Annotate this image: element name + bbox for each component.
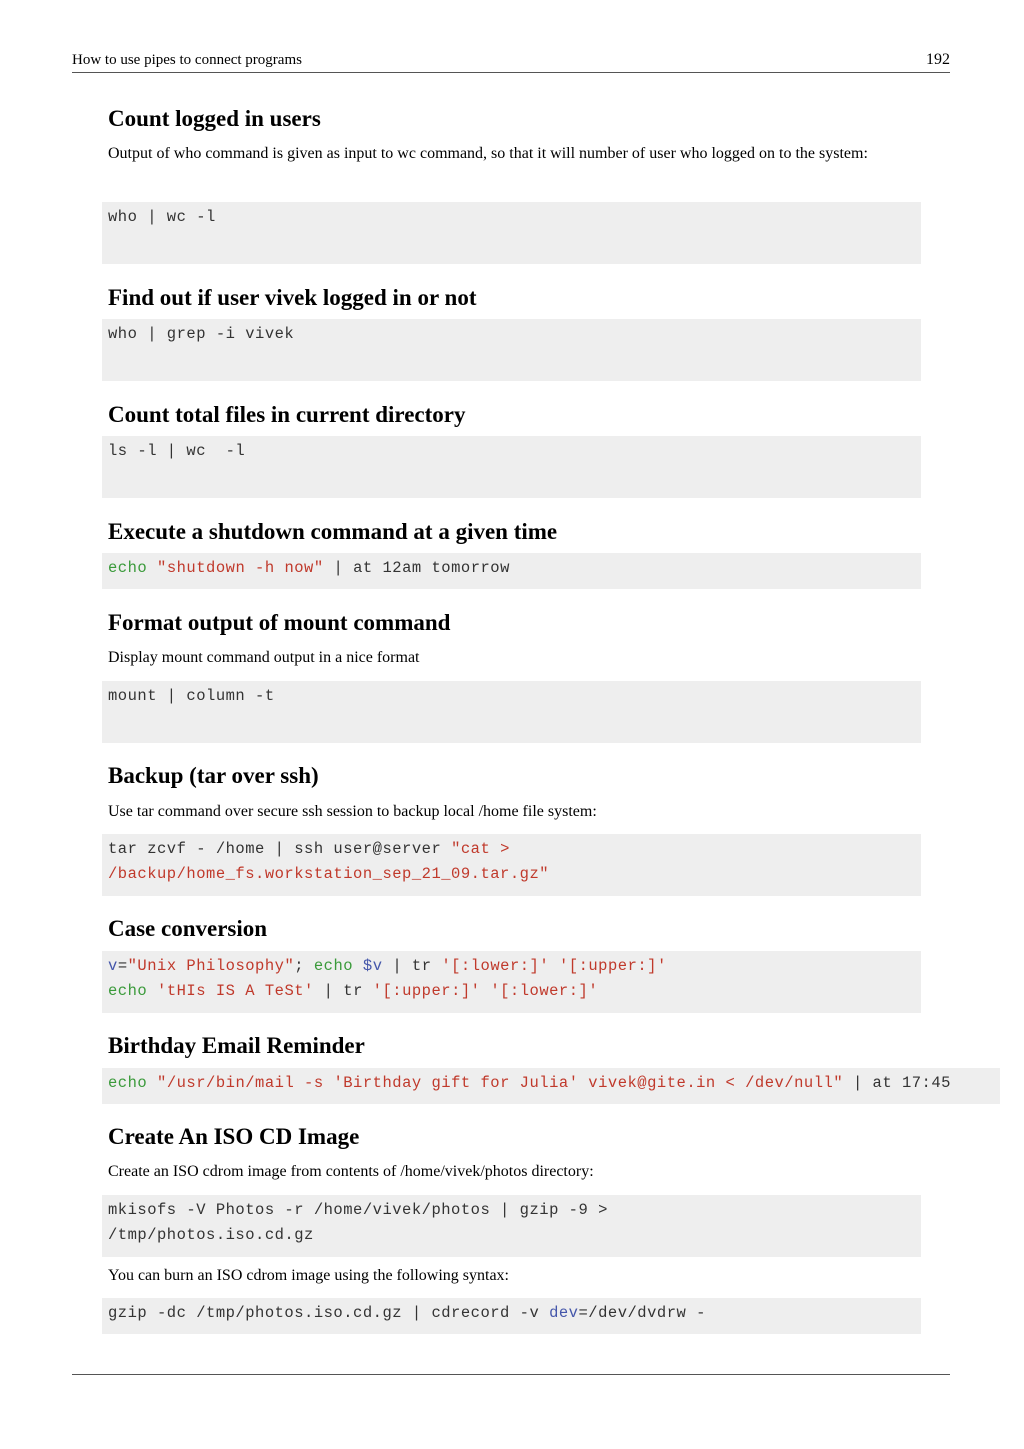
code-text: | at 12am tomorrow bbox=[323, 559, 510, 577]
code-keyword: echo bbox=[108, 559, 148, 577]
code-variable: dev bbox=[549, 1304, 579, 1322]
code-block bbox=[102, 553, 921, 589]
code-block: ls -l | wc -l bbox=[102, 436, 921, 498]
code-line: /tmp/photos.iso.cd.gz bbox=[108, 1226, 314, 1244]
section-heading: Birthday Email Reminder bbox=[108, 1033, 365, 1058]
code-string: '[:lower:]' bbox=[441, 957, 550, 975]
code-string: " bbox=[539, 865, 550, 883]
code-variable: v bbox=[108, 957, 118, 975]
code-string: "shutdown -h now" bbox=[157, 559, 324, 577]
section-heading: Format output of mount command bbox=[108, 610, 451, 635]
running-title: How to use pipes to connect programs bbox=[72, 52, 302, 68]
code-block: who | wc -l bbox=[102, 202, 921, 264]
section-heading: Find out if user vivek logged in or not bbox=[108, 285, 477, 310]
page-header bbox=[72, 50, 950, 73]
code-block bbox=[102, 1195, 921, 1257]
section-heading: Count logged in users bbox=[108, 106, 321, 131]
code-string: 'tHIs IS A TeSt' bbox=[157, 982, 314, 1000]
section-heading: Create An ISO CD Image bbox=[108, 1124, 360, 1149]
code-text: tar zcvf - /home | ssh user@server bbox=[108, 840, 452, 858]
code-keyword: echo bbox=[108, 1074, 148, 1092]
code-variable: $v bbox=[362, 957, 383, 975]
code-text: | at 17:45 bbox=[843, 1074, 951, 1092]
section-heading: Case conversion bbox=[108, 916, 268, 941]
paragraph: Display mount command output in a nice format bbox=[108, 649, 420, 666]
page-number: 192 bbox=[926, 51, 950, 68]
paragraph: You can burn an ISO cdrom image using the following syntax: bbox=[108, 1267, 509, 1284]
code-string: "cat > bbox=[451, 840, 510, 858]
code-text: | tr bbox=[382, 957, 442, 975]
code-block bbox=[102, 834, 921, 896]
code-text: gzip -dc /tmp/photos.iso.cd.gz | cdrecord -v bbox=[108, 1304, 550, 1322]
code-block bbox=[102, 951, 921, 1013]
code-string: '[:upper:]' bbox=[372, 982, 481, 1000]
code-text: =/dev/dvdrw - bbox=[578, 1304, 706, 1322]
code-keyword: echo bbox=[108, 982, 148, 1000]
code-text bbox=[549, 957, 559, 975]
code-keyword: echo bbox=[313, 957, 354, 975]
code-string: '[:lower:]' bbox=[490, 982, 599, 1000]
code-text: ; bbox=[294, 957, 314, 975]
code-line: mkisofs -V Photos -r /home/vivek/photos | gzip -9 > bbox=[108, 1201, 608, 1219]
code-string: /backup/home_fs.workstation_sep_21_09.tar.gz bbox=[108, 865, 540, 883]
section-heading: Backup (tar over ssh) bbox=[108, 763, 319, 788]
code-text: = bbox=[117, 957, 128, 975]
code-string: "/usr/bin/mail -s 'Birthday gift for Julia' vivek@gite.in < /dev/null" bbox=[157, 1074, 844, 1092]
code-text bbox=[147, 982, 157, 1000]
paragraph: Output of who command is given as input to wc command, so that it will number of user who logged on to the system: bbox=[108, 145, 868, 162]
code-block: who | grep -i vivek bbox=[102, 319, 921, 381]
code-block bbox=[102, 1068, 1000, 1104]
code-block: mount | column -t bbox=[102, 681, 921, 743]
paragraph: Create an ISO cdrom image from contents of /home/vivek/photos directory: bbox=[108, 1163, 594, 1180]
code-block bbox=[102, 1298, 921, 1334]
code-text bbox=[353, 957, 363, 975]
code-text bbox=[481, 982, 491, 1000]
code-string: '[:upper:]' bbox=[558, 957, 667, 975]
paragraph: Use tar command over secure ssh session to backup local /home file system: bbox=[108, 803, 597, 820]
code-string: "Unix Philosophy" bbox=[127, 957, 295, 975]
footer-rule bbox=[72, 1374, 950, 1375]
section-heading: Execute a shutdown command at a given time bbox=[108, 519, 558, 544]
section-heading: Count total files in current directory bbox=[108, 402, 466, 427]
code-text: | tr bbox=[313, 982, 373, 1000]
